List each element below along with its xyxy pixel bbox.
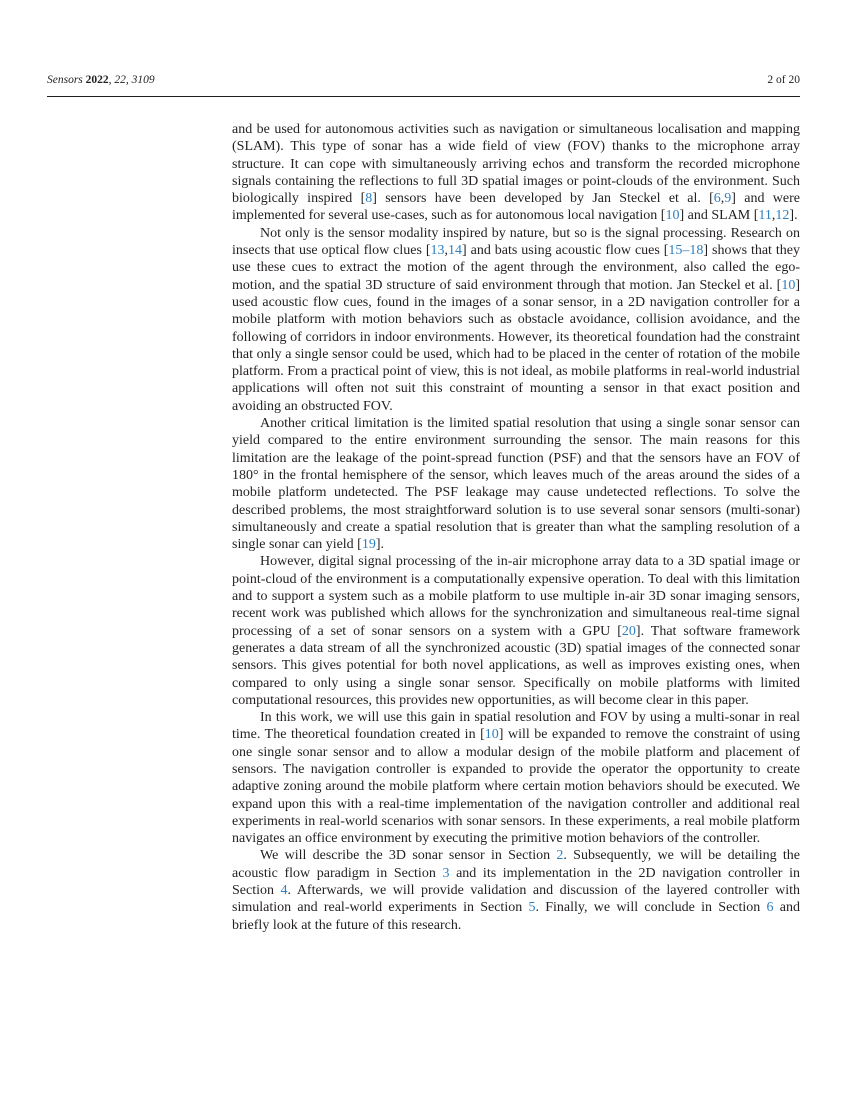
citation-link[interactable]: 13 <box>430 243 445 259</box>
text-run: ] shows that they use these cues to extract the motion of the agent through the environment, also called the ego-motion, and the spatial 3D structure of said environment through that motion. Jan Steckel et al. [ <box>232 243 800 293</box>
text-run: ]. <box>789 208 798 224</box>
text-run: Another critical limitation is the limited spatial resolution that using a single sonar sensor can yield compared to the entire environment surrounding the sensor. The main reasons for this limitation are the leakage of the point-spread function (PSF) and that the sensors have an FOV of 180° in the frontal hemisphere of the sensor, which leaves much of the areas around the sides of a mobile platform undetected. The PSF leakage may cause undetected reflections. To solve the described problems, the most straightforward solution is to use several sonar sensors (multi-sonar) simultaneously and create a spatial resolution that is greater than what the sampling resolution of a single sonar can yield [ <box>232 416 800 553</box>
text-run: However, digital signal processing of the in-air microphone array data to a 3D spatial image or point-cloud of the environment is a computationally expensive operation. To deal with this limitation and to support a system such as a mobile platform to use multiple in-air 3D sonar imaging sensors, recent work was published which allows for the synchronization and simultaneous real-time signal processing of a set of sonar sensors on a system with a GPU [ <box>232 554 800 639</box>
text-run: , <box>771 208 776 224</box>
paragraph <box>232 121 800 225</box>
journal-citation <box>47 74 155 86</box>
paragraph <box>232 553 800 709</box>
citation-link[interactable]: 10 <box>781 277 796 293</box>
text-run: We will describe the 3D sonar sensor in Section <box>260 848 557 864</box>
citation-link[interactable]: 8 <box>365 191 373 207</box>
text-run: ] used acoustic flow cues, found in the images of a sonar sensor, in a 2D navigation controller for a mobile platform with motion behaviors such as obstacle avoidance, collision avoidance, and the following of corridors in indoor environments. However, its theoretical foundation had the constraint that only a single sensor could be used, which had to be placed in the center of rotation of the mobile platform. From a practical point of view, this is not ideal, as mobile platforms in real-world industrial applications will often not suit this constraint of mounting a sensor in that exact position and avoiding an obstructed FOV. <box>232 277 800 414</box>
journal-year: 2022 <box>85 74 109 86</box>
citation-link[interactable]: 4 <box>280 883 288 899</box>
text-run: . Subsequently, we will be detailing the acoustic flow paradigm in Section <box>232 848 800 881</box>
text-run: ]. <box>375 537 385 553</box>
text-run: ] and SLAM [ <box>679 208 759 224</box>
citation-link[interactable]: 19 <box>361 537 376 553</box>
citation-link[interactable]: 14 <box>448 243 463 259</box>
paragraph <box>232 415 800 553</box>
citation-link[interactable]: 6 <box>713 191 721 207</box>
citation-link[interactable]: 9 <box>724 191 732 207</box>
text-run: . Afterwards, we will provide validation and discussion of the layered controller with simulation and real-world experiments in Section <box>232 883 800 916</box>
text-run: . Finally, we will conclude in Section <box>535 900 767 916</box>
text-run: In this work, we will use this gain in spatial resolution and FOV by using a multi-sonar in real time. The theoretical foundation created in [ <box>232 710 800 743</box>
text-run: , <box>720 191 725 207</box>
text-run: ] sensors have been developed by Jan Steckel et al. [ <box>372 191 714 207</box>
text-run: ]. That software framework generates a data stream of all the synchronized acoustic (3D) spatial images of the connected sonar sensors. This gives potential for both novel applications, as well as improves existing ones, when compared to only using a single sonar sensor. Specifically on mobile platforms with limited computational resources, this provides new opportunities, as will become clear in this paper. <box>232 623 800 708</box>
citation-link[interactable]: 15–18 <box>668 243 704 259</box>
text-run: ] and bats using acoustic flow cues [ <box>462 243 669 259</box>
citation-link[interactable]: 2 <box>556 848 564 864</box>
text-run: and briefly look at the future of this research. <box>232 900 800 933</box>
paragraph <box>232 225 800 415</box>
citation-link[interactable]: 5 <box>528 900 536 916</box>
body-text <box>232 121 800 934</box>
citation-link[interactable]: 11 <box>758 208 772 224</box>
citation-link[interactable]: 10 <box>665 208 680 224</box>
text-run: and be used for autonomous activities such as navigation or simultaneous localisation and mapping (SLAM). This type of sonar has a wide field of view (FOV) thanks to the microphone array structure. It can cope with simultaneously arriving echos and transform the recorded microphone signals containing the reflections to full 3D spatial images or point-clouds of the environment. Such biologically inspired [ <box>232 122 800 207</box>
citation-link[interactable]: 6 <box>766 900 774 916</box>
citation-link[interactable]: 12 <box>775 208 790 224</box>
text-run: , <box>444 243 449 259</box>
paragraph <box>232 847 800 933</box>
citation-link[interactable]: 20 <box>621 623 636 639</box>
journal-name: Sensors <box>47 74 83 86</box>
citation-link[interactable]: 3 <box>442 865 450 881</box>
journal-volume: , 22, 3109 <box>108 74 155 86</box>
citation-link[interactable]: 10 <box>484 727 499 743</box>
text-run: ] will be expanded to remove the constraint of using one single sonar sensor and to allow a modular design of the mobile platform and placement of sensors. The navigation controller is expanded to provide the operator the opportunity to create adaptive zoning around the mobile platform where certain motion behaviors should be executed. We expand upon this with a real-time implementation of the navigation controller and additional real experiments in real-world scenarios with sonar sensors. In these experiments, a real mobile platform navigates an office environment by executing the primitive motion behaviors of the controller. <box>232 727 800 847</box>
text-run: and its implementation in the 2D navigation controller in Section <box>232 865 800 899</box>
paragraph <box>232 709 800 847</box>
text-run: Not only is the sensor modality inspired by nature, but so is the signal processing. Research on insects that use optical flow clues [ <box>232 225 800 259</box>
page-number: 2 of 20 <box>767 74 800 86</box>
running-header <box>47 74 800 97</box>
text-run: ] and were implemented for several use-cases, such as for autonomous local navigation [ <box>232 191 800 224</box>
